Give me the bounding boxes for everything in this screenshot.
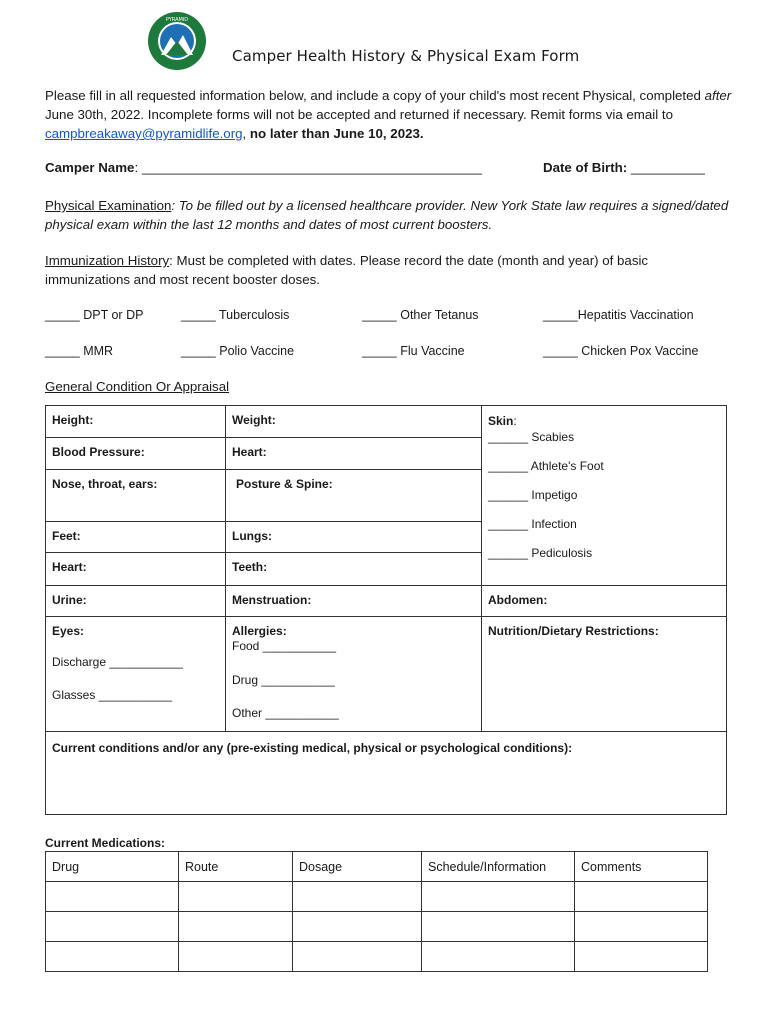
skin-pediculosis[interactable]: ______ Pediculosis <box>488 546 593 560</box>
general-condition-heading: General Condition Or Appraisal <box>45 379 230 394</box>
vaccine-flu[interactable]: _____ Flu Vaccine <box>362 344 465 358</box>
table-cell[interactable] <box>575 942 708 972</box>
header-dosage: Dosage <box>293 852 422 882</box>
lungs-cell[interactable]: Lungs: <box>226 522 482 553</box>
table-cell[interactable] <box>46 882 179 912</box>
table-cell[interactable] <box>293 942 422 972</box>
header-schedule: Schedule/Information <box>422 852 575 882</box>
logo-text: PYRAMID <box>165 17 189 23</box>
heart-2-cell[interactable]: Heart: <box>46 553 226 586</box>
physical-label: Physical Examination <box>45 198 172 213</box>
drug-allergy-field[interactable]: Drug ___________ <box>232 673 335 687</box>
table-cell[interactable] <box>46 942 179 972</box>
intro-part2: June 30th, 2022. Incomplete forms will not be accepted and returned if necessary. Remit forms via email to <box>45 107 673 122</box>
vaccine-polio[interactable]: _____ Polio Vaccine <box>181 344 295 358</box>
table-cell[interactable] <box>422 912 575 942</box>
current-conditions-cell[interactable]: Current conditions and/or any (pre-existing medical, physical or psychological conditions): <box>46 732 727 815</box>
abdomen-cell[interactable]: Abdomen: <box>482 586 727 617</box>
table-cell[interactable] <box>179 882 293 912</box>
table-cell[interactable] <box>575 882 708 912</box>
table-cell[interactable] <box>293 882 422 912</box>
vaccine-mmr[interactable]: _____ MMR <box>45 344 114 358</box>
intro-part3: , <box>242 126 250 141</box>
allergies-cell[interactable] <box>226 617 482 732</box>
immunization-text: : Must be completed with dates. Please record the date (month and year) of basic immunizations and most recent booster doses. <box>45 253 649 287</box>
table-cell[interactable] <box>293 912 422 942</box>
vaccine-dpt[interactable]: _____ DPT or DP <box>45 308 144 322</box>
header-route: Route <box>179 852 293 882</box>
feet-cell[interactable]: Feet: <box>46 522 226 553</box>
dob-label: Date of Birth: <box>543 160 631 175</box>
exam-table <box>45 405 727 815</box>
email-link[interactable]: campbreakaway@pyramidlife.org <box>45 126 243 141</box>
intro-paragraph <box>45 86 735 143</box>
weight-cell[interactable]: Weight: <box>226 406 482 438</box>
nose-throat-ears-cell[interactable]: Nose, throat, ears: <box>46 470 226 522</box>
skin-infection[interactable]: ______ Infection <box>488 517 577 531</box>
skin-colon: : <box>513 414 517 428</box>
nutrition-cell[interactable]: Nutrition/Dietary Restrictions: <box>482 617 727 732</box>
physical-exam-note <box>45 196 735 234</box>
immunization-label: Immunization History <box>45 253 170 268</box>
vaccine-tb[interactable]: _____ Tuberculosis <box>181 308 290 322</box>
medications-table <box>45 851 708 972</box>
camper-name-line: : ______________________________________________ <box>134 160 483 175</box>
eyes-cell[interactable] <box>46 617 226 732</box>
glasses-field[interactable]: Glasses ___________ <box>52 688 173 702</box>
table-row <box>46 942 708 972</box>
table-cell[interactable] <box>422 882 575 912</box>
blood-pressure-cell[interactable]: Blood Pressure: <box>46 438 226 470</box>
vaccine-chicken-pox[interactable]: _____ Chicken Pox Vaccine <box>543 344 699 358</box>
table-row <box>46 912 708 942</box>
physical-text: : To be filled out by a licensed healthcare provider. New York State law requires a signed/dated physical exam within the last 12 months and dates of most current boosters. <box>45 198 729 232</box>
urine-cell[interactable]: Urine: <box>46 586 226 617</box>
height-cell[interactable]: Height: <box>46 406 226 438</box>
dob-field[interactable] <box>543 160 705 175</box>
table-cell[interactable] <box>575 912 708 942</box>
table-cell[interactable] <box>179 942 293 972</box>
food-allergy-field[interactable]: Food ___________ <box>232 639 337 653</box>
form-title: Camper Health History & Physical Exam Form <box>232 47 580 65</box>
skin-impetigo[interactable]: ______ Impetigo <box>488 488 578 502</box>
current-medications-heading: Current Medications: <box>45 836 166 850</box>
vaccine-hepatitis[interactable]: _____Hepatitis Vaccination <box>543 308 694 322</box>
immunization-note <box>45 251 735 289</box>
vaccine-tetanus[interactable]: _____ Other Tetanus <box>362 308 479 322</box>
allergies-label: Allergies: <box>232 624 287 638</box>
camper-name-label: Camper Name <box>45 160 135 175</box>
skin-label: Skin <box>488 414 514 428</box>
other-allergy-field[interactable]: Other ___________ <box>232 706 339 720</box>
table-row <box>46 852 708 882</box>
skin-cell[interactable] <box>482 406 727 586</box>
intro-after: after <box>704 88 732 103</box>
header-drug: Drug <box>46 852 179 882</box>
table-cell[interactable] <box>422 942 575 972</box>
posture-spine-cell[interactable]: Posture & Spine: <box>226 470 482 522</box>
menstruation-cell[interactable]: Menstruation: <box>226 586 482 617</box>
intro-deadline: no later than June 10, 2023. <box>249 126 424 141</box>
skin-scabies[interactable]: ______ Scabies <box>488 430 575 444</box>
teeth-cell[interactable]: Teeth: <box>226 553 482 586</box>
dob-line: __________ <box>630 160 705 175</box>
camper-name-field[interactable] <box>45 160 482 175</box>
header-comments: Comments <box>575 852 708 882</box>
discharge-field[interactable]: Discharge ___________ <box>52 655 183 669</box>
table-cell[interactable] <box>179 912 293 942</box>
heart-cell[interactable]: Heart: <box>226 438 482 470</box>
table-cell[interactable] <box>46 912 179 942</box>
pyramid-logo <box>147 11 207 71</box>
table-row <box>46 882 708 912</box>
intro-part1: Please fill in all requested information below, and include a copy of your child's most recent Physical, completed <box>45 88 705 103</box>
skin-athletes-foot[interactable]: ______ Athlete's Foot <box>488 459 604 473</box>
eyes-label: Eyes: <box>52 624 85 638</box>
